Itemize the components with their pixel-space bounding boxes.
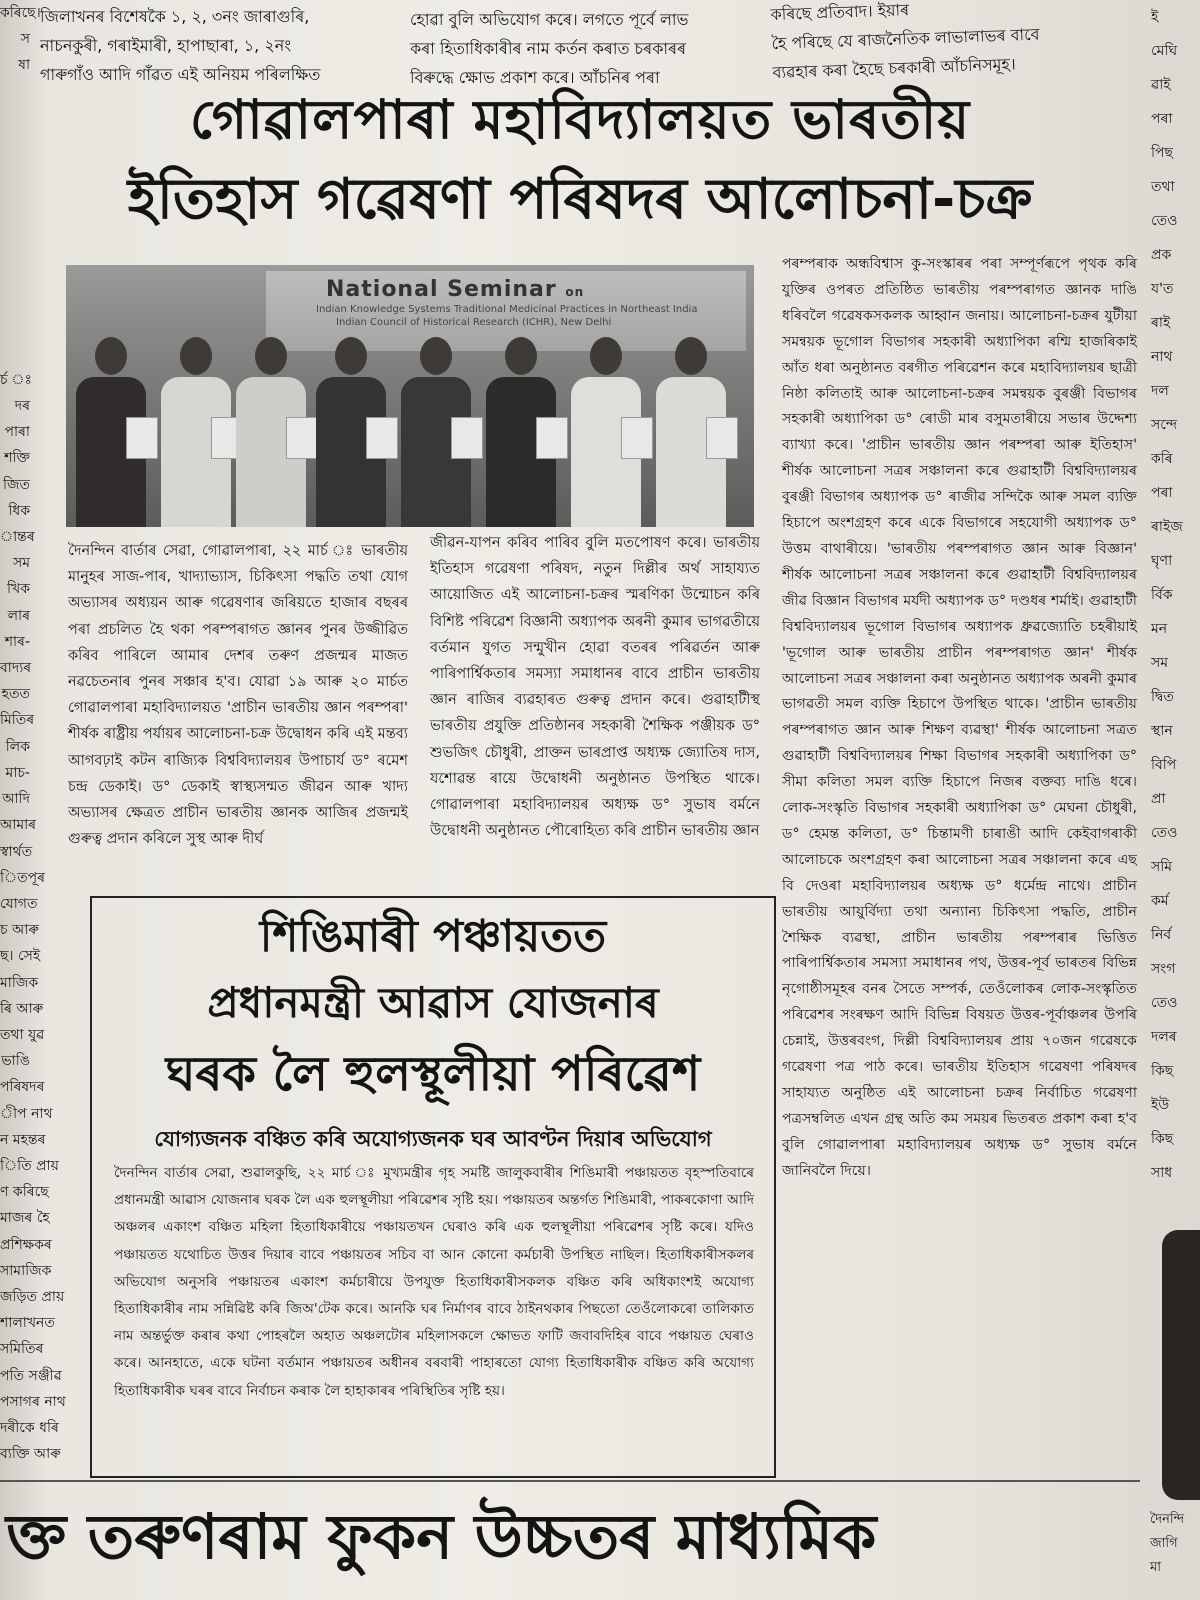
right-cutoff-bottom bbox=[1150, 1508, 1200, 1580]
cutoff-text-line: ধিক bbox=[8, 502, 30, 519]
cutoff-text-line: কৰ্ম bbox=[1151, 893, 1169, 909]
text-line: জিলাখনৰ বিশেষকৈ ১, ২, ৩নং জাৰাগুৰি, bbox=[40, 7, 310, 26]
boxed-article bbox=[90, 896, 776, 1478]
cutoff-text-line: তেও bbox=[1151, 213, 1178, 229]
cutoff-text-line: হতত bbox=[1, 686, 30, 703]
cutoff-text-line: কিছ bbox=[1151, 1063, 1174, 1079]
cutoff-text-line: পিছ bbox=[1151, 145, 1173, 161]
cutoff-text-line: ভাঙি bbox=[1, 1053, 30, 1070]
cutoff-text-line: তেও bbox=[1151, 995, 1178, 1011]
cutoff-text-line: চ আৰু bbox=[0, 922, 39, 939]
cutoff-text-line: মা bbox=[1150, 1560, 1161, 1575]
cutoff-text-line: পৰা bbox=[1151, 111, 1173, 127]
cutoff-text-line: পসাগৰ নাথ bbox=[0, 1393, 66, 1410]
cutoff-text-line: সমি bbox=[1151, 859, 1173, 875]
cutoff-text-line: লাৰ bbox=[7, 607, 30, 624]
cutoff-text-line: শক্তি bbox=[4, 450, 30, 467]
photo-person bbox=[161, 337, 231, 527]
cutoff-text-line: বিপি bbox=[1151, 757, 1177, 773]
bottom-headline: ক্ত তৰুণৰাম ফুকন উচ্চতৰ মাধ্যমিক bbox=[6, 1500, 877, 1573]
cutoff-text-line: মেঘি bbox=[1151, 43, 1178, 59]
cutoff-text-line: নিৰ্ব bbox=[1151, 927, 1172, 943]
cutoff-text-line: শাৰ- bbox=[4, 633, 30, 650]
cutoff-text-line: ঘৃণা bbox=[1151, 553, 1173, 569]
cutoff-text-line: স্থান bbox=[1151, 723, 1173, 739]
cutoff-text-line bbox=[0, 183, 30, 209]
text-line: বিৰুদ্ধে ক্ষোভ প্ৰকাশ কৰে। আঁচনিৰ পৰা bbox=[410, 68, 660, 87]
paragraph: পৰম্পৰাক অন্ধবিশ্বাস কু-সংস্কাৰৰ পৰা সম্পূৰ্ণৰূপে পৃথক কৰি যুক্তিৰ ওপৰত প্ৰতিষ্ঠিত ভাৰতীয় পৰম্পৰাগত জ্ঞানক দাঙি ধৰিবলৈ গৱেষকসকলক আহ্বান জনায়। আলোচনা-চক্ৰৰ যুটীয়া সমন্বয়ক ভূগোল বিভাগৰ সহকাৰী অধ্যাপিকা ৰশ্মি হাজৰিকাই আঁত ধৰা অনুষ্ঠানত বৰগীত পৰিৱেশন কৰে মহাবিদ্যালয়ৰ ছাত্ৰী নিষ্ঠা কলিতাই আৰু আলোচনা-চক্ৰৰ সমন্বয়ক বুৰঞ্জী বিভাগৰ সহকাৰী অধ্যাপিকা ড° ৰোডী মাৰ বসুমতাৰীয়ে সভাৰ উদ্দেশ্য ব্যাখ্যা কৰে। 'প্ৰাচীন ভাৰতীয় জ্ঞান পৰম্পৰা আৰু ইতিহাস' শীৰ্ষক আলোচনা সত্ৰৰ সঞ্চালনা কৰে গুৱাহাটী বিশ্ববিদ্যালয়ৰ বুৰঞ্জী বিভাগৰ অধ্যাপক ড° ৰাজীৱ সন্দিকৈ আৰু সমল ব্যক্তি হিচাপে অংশগ্ৰহণ কৰে একে বিভাগৰে সহযোগী অধ্যাপক ড° উত্তম বাথাৰীয়ে। 'ভাৰতীয় পৰম্পৰাগত জ্ঞান আৰু বিজ্ঞান' শীৰ্ষক আলোচনা সত্ৰৰ সঞ্চালনা কৰে গুৱাহাটী বিশ্ববিদ্যালয়ৰ জীৱ বিজ্ঞান বিভাগৰ মৰ্যদী অধ্যাপক ড° দণ্ডধৰ শৰ্মাই। গুৱাহাটী বিশ্ববিদ্যালয়ৰ ভূগোল বিভাগৰ অধ্যাপক ধ্ৰুৱজ্যোতি চহৰীয়াই 'ভূগোল আৰু ভাৰতীয় প্ৰাচীন পৰম্পৰাগত জ্ঞান' শীৰ্ষক আলোচনা সত্ৰৰ সঞ্চালনা কৰা অনুষ্ঠানত অধ্যাপক অৰনী কুমাৰ ভাগৱতী সমল ব্যক্তি হিচাপে উপস্থিত থাকে। 'প্ৰাচীন ভাৰতীয় পৰম্পৰাগত জ্ঞান আৰু শিক্ষণ ব্যৱস্থা' শীৰ্ষক আলোচনা সত্ৰত গুৱাহাটী বিশ্ববিদ্যালয়ৰ শিক্ষা বিভাগৰ সহকাৰী অধ্যাপিকা ড° সীমা কলিতা সমল ব্যক্তি হিচাপে নিজৰ বক্তব্য দাঙি ধৰে। লোক-সংস্কৃতি বিভাগৰ সহকাৰী অধ্যাপিকা ড° মেঘনা চৌধুৰী, ড° হেমন্ত কলিতা, ড° চিন্তামণী চাৰাঙী আদি কেইবাগৰাকী আলোচকে অংশগ্ৰহণ কৰা আলোচনা সত্ৰৰ সঞ্চালনা কৰে এছ বি দেওৰা মহাবিদ্যালয়ৰ অধ্যক্ষ ড° ধৰ্মেন্দ্ৰ নাথে। প্ৰাচীন ভাৰতীয় আয়ুৰ্বিদ্যা তথা অন্যান্য চিকিৎসা পদ্ধতি, প্ৰাচীন শৈক্ষিক ব্যৱস্থা, প্ৰাচীন ভাৰতীয় পৰম্পৰাৰ ভিত্তিত পাৰিপাৰ্শ্বিকতাৰ সমস্যা সমাধানৰ পথ, উত্তৰ-পূৰ্ব ভাৰতৰ বিভিন্ন নৃগোষ্ঠীসমূহৰ বনৰ সৈতে সম্পৰ্ক, তেওঁলোকৰ লোক-সংস্কৃতিত পৰিৱেশৰ সংৰক্ষণ আদি বিভিন্ন বিষয়ত উত্তৰ-পূৰ্বাঞ্চলৰ উপৰি চেন্নাই, উত্তৰবংগ, দিল্লী বিশ্ববিদ্যালয়ৰ প্ৰায় ৭০জন গৱেষকে গৱেষণা পত্ৰ পাঠ কৰে। ভাৰতীয় ইতিহাস গৱেষণা পৰিষদৰ সাহায্যত অনুষ্ঠিত এই আলোচনা চক্ৰৰ নিৰ্বাচিত গৱেষণা পত্ৰসম্বলিত এখন গ্ৰন্থ অতি কম সময়ৰ ভিতৰত প্ৰকাশ কৰা হ'ব বুলি গোৱালপাৰা মহাবিদ্যালয়ৰ অধ্যক্ষ ড° সুভাষ বৰ্মনে জানিবলৈ দিয়ে। bbox=[782, 256, 1137, 1179]
main-headline-line1: গোৱালপাৰা মহাবিদ্যালয়ত ভাৰতীয় bbox=[189, 88, 971, 151]
cutoff-text-line: সংগ bbox=[1151, 961, 1176, 977]
cutoff-text-line bbox=[0, 341, 30, 367]
photo-person bbox=[656, 337, 726, 527]
paragraph: জীৱন-যাপন কৰিব পাৰিব বুলি মতপোষণ কৰে। ভাৰতীয় ইতিহাস গৱেষণা পৰিষদ, নতুন দিল্লীৰ অৰ্থ সাহায্যত আয়োজিত এই আলোচনা-চক্ৰৰ স্মৰণিকা উন্মোচন কৰি বিশিষ্ট পৰিৱেশ বিজ্ঞানী অধ্যাপক অৰনী কুমাৰ ভাগৱতীয়ে বৰ্তমান যুগত সন্মুখীন হোৱা বতৰৰ পৰিৱৰ্তন আৰু পাৰিপাৰ্শ্বিকতাৰ সমস্যা সমাধানৰ বাবে প্ৰাচীন ভাৰতীয় জ্ঞান ৰাজিৰ ব্যৱহাৰত গুৰুত্ব প্ৰদান কৰে। গুৱাহাটীস্থ ভাৰতীয় প্ৰযুক্তি প্ৰতিষ্ঠানৰ সহকাৰী শৈক্ষিক পঞ্জীয়ক ড° শুভজিৎ চৌধুৰী, প্ৰাক্তন ভাৰপ্ৰাপ্ত অধ্যক্ষ জ্যোতিষ দাস, যশোৱন্ত ৰায়ে উদ্বোধনী অনুষ্ঠানত উপস্থিত থাকে। গোৱালপাৰা মহাবিদ্যালয়ৰ অধ্যক্ষ ড° সুভাষ বৰ্মনে উদ্বোধনী অনুষ্ঠানত পৌৰোহিত্য কৰি প্ৰাচীন ভাৰতীয় জ্ঞান bbox=[430, 535, 760, 840]
cutoff-text-line: স bbox=[20, 31, 30, 48]
cutoff-text-line bbox=[0, 105, 30, 131]
cutoff-text-line: লিক bbox=[5, 738, 30, 755]
cutoff-text-line: ৰ্বিক bbox=[1151, 587, 1173, 603]
cutoff-text-line: ষা bbox=[18, 57, 30, 74]
banner-on: on bbox=[565, 285, 585, 299]
text-line: গাৰুগাঁও আদি গাঁৱত এই অনিয়ম পৰিলক্ষিত bbox=[40, 65, 321, 84]
cutoff-text-line: ৰাইজ bbox=[1151, 519, 1183, 535]
cutoff-text-line: শালাখনত bbox=[0, 1315, 55, 1332]
cutoff-text-line: প্ৰশিক্ষকৰ bbox=[0, 1236, 52, 1253]
banner-title: National Seminar bbox=[326, 277, 557, 302]
cutoff-text-line: ণ কৰিছে bbox=[0, 1184, 49, 1201]
text-line: কৰিছে প্ৰতিবাদ। ইয়াৰ bbox=[770, 0, 910, 24]
cutoff-text-line bbox=[0, 79, 30, 105]
seminar-photo bbox=[66, 265, 754, 527]
cutoff-text-line: মিতিৰ bbox=[0, 712, 35, 729]
cutoff-text-line bbox=[0, 210, 30, 236]
cutoff-text-line: সমিতিৰ bbox=[0, 1341, 44, 1358]
cutoff-text-line: য'ত bbox=[1151, 281, 1174, 297]
cutoff-text-line: খিক bbox=[7, 581, 30, 598]
top-left-article-tail bbox=[40, 2, 395, 89]
photo-person bbox=[236, 337, 306, 527]
divider bbox=[0, 1480, 1140, 1482]
cutoff-text-line: ৰি আৰু bbox=[0, 1000, 44, 1017]
cutoff-text-line: দৰীকে ধৰি bbox=[0, 1419, 59, 1436]
cutoff-text-line: র্চ ঃ bbox=[0, 371, 33, 388]
text-line: হৈ পৰিছে যে ৰাজনৈতিক লাভালাভৰ বাবে bbox=[771, 24, 1040, 53]
boxed-headline-line3: ঘৰক লৈ হুলস্থূলীয়া পৰিৱেশ bbox=[165, 1046, 701, 1102]
left-cutoff-column bbox=[0, 0, 66, 1480]
main-article-col1 bbox=[68, 538, 408, 852]
cutoff-text-line: কিছ bbox=[1151, 1131, 1174, 1147]
cutoff-text-line: নাথ bbox=[1151, 349, 1173, 365]
text-line: কৰা হিতাধিকাৰীৰ নাম কৰ্তন কৰাত চৰকাৰৰ bbox=[410, 39, 687, 58]
cutoff-text-line: প্ৰক bbox=[1151, 247, 1172, 263]
cutoff-text-line: ীপ নাথ bbox=[0, 1105, 53, 1122]
cutoff-text-line: দৈনন্দি bbox=[1150, 1512, 1184, 1527]
cutoff-text-line: কৰিছে। bbox=[0, 5, 41, 21]
cutoff-text-line: সম bbox=[1151, 655, 1169, 671]
cutoff-text-line: দল bbox=[1151, 383, 1169, 399]
text-line: ব্যৱহাৰ কৰা হৈছে চৰকাৰী আঁচনিসমূহ। bbox=[772, 54, 1016, 82]
top-middle-article-tail bbox=[410, 0, 750, 92]
cutoff-text-line: সাধ bbox=[1151, 1165, 1173, 1181]
cutoff-text-line: ইউ bbox=[1151, 1097, 1170, 1113]
main-article-col3 bbox=[782, 252, 1137, 1185]
cutoff-text-line: দৰ bbox=[14, 398, 30, 415]
cutoff-text-line: পৰা bbox=[1151, 485, 1173, 501]
cutoff-text-line: ৰাই bbox=[1151, 315, 1171, 331]
cutoff-text-line bbox=[0, 288, 30, 314]
cutoff-text-line: ই bbox=[1151, 9, 1159, 25]
cutoff-text-line: আদি bbox=[2, 791, 30, 808]
cutoff-text-line bbox=[0, 262, 30, 288]
cutoff-text-line: মন bbox=[1151, 621, 1168, 637]
cutoff-text-line: মাচ- bbox=[5, 764, 30, 781]
boxed-headline-line1: শিঙিমাৰী পঞ্চায়তত bbox=[259, 911, 607, 962]
cutoff-text-line: মাজৰ হৈ bbox=[0, 1210, 50, 1227]
cutoff-text-line: যোগত bbox=[0, 895, 38, 912]
boxed-headline-line2: প্ৰধানমন্ত্ৰী আৱাস যোজনাৰ bbox=[207, 978, 659, 1027]
boxed-subheadline: যোগ্যজনক বঞ্চিত কৰি অযোগ্যজনক ঘৰ আবণ্টন দিয়াৰ অভিযোগ bbox=[154, 1127, 712, 1151]
cutoff-text-line: দ্বিত bbox=[1151, 689, 1174, 705]
cutoff-text-line: আমাৰ bbox=[0, 817, 37, 834]
boxed-article-body: দৈনন্দিন বাৰ্তাৰ সেৱা, শুৱালকুছি, ২২ মাৰ্চ ঃ মুখ্যমন্ত্ৰীৰ গৃহ সমষ্টি জালুকবাৰীৰ শিঙিমাৰী পঞ্চায়তত বৃহস্পতিবাৰে প্ৰধানমন্ত্ৰী আৱাস যোজনাৰ ঘৰক লৈ এক হুলস্থূলীয়া পৰিৱেশৰ সৃষ্টি হয়। পঞ্চায়তৰ অন্তৰ্গত শিঙিমাৰী, পাকৰকোণা আদি অঞ্চলৰ একাংশ বঞ্চিত মহিলা হিতাধিকাৰীয়ে পঞ্চায়তখন ঘেৰাও কৰি এক হুলস্থূলীয়া পৰিৱেশৰ সৃষ্টি কৰে। যদিও পঞ্চায়তত যথোচিত উত্তৰ দিয়াৰ বাবে পঞ্চায়তৰ সচিব বা আন কোনো কৰ্মচাৰী উপস্থিত নাছিল। হিতাধিকাৰীসকলৰ অভিযোগ অনুসৰি পঞ্চায়তৰ একাংশ কৰ্মচাৰীয়ে উপযুক্ত হিতাধিকাৰীসকলক বঞ্চিত কৰি অধিকাংশই অযোগ্য হিতাধিকাৰীৰ নাম সন্নিৱিষ্ট কৰি জিঅ'টেক কৰে। আনকি ঘৰ নিৰ্মাণৰ বাবে ঠাইনথকাৰ পিছতো তেওঁলোকৰো তালিকাত নাম অন্তৰ্ভুক্ত কৰাৰ কথা পোহৰলৈ অহাত অঞ্চলটোৰ মহিলাসকলে ক্ষোভত ফাটি জবাবদিহিৰ বাবে পঞ্চায়ত ঘেৰাও কৰে। আনহাতে, একে ঘটনা বৰ্তমান পঞ্চায়তৰ অধীনৰ বৰবাৰী পাহাৰতো যোগ্য হিতাধিকাৰীক বঞ্চিত কৰি অযোগ্য হিতাধিকাৰীক ঘৰৰ বাবে নিৰ্বাচন কৰাক লৈ হাহাকাৰৰ পৰিস্থিতিৰ সৃষ্টি হয়। bbox=[114, 1165, 754, 1399]
cutoff-text-line: িতপূৰ bbox=[0, 869, 46, 886]
cutoff-text-line: কৰি bbox=[1151, 451, 1173, 467]
cutoff-text-line: ন মহন্তৰ bbox=[0, 1131, 46, 1148]
cutoff-text-line: তথা যুৱ bbox=[0, 1026, 45, 1043]
cutoff-text-line: মাজিক bbox=[0, 974, 39, 991]
cutoff-text-line: সন্দে bbox=[1151, 417, 1178, 433]
cutoff-text-line: জড়িত প্ৰায় bbox=[0, 1288, 65, 1305]
cutoff-text-line: পৰিষদৰ bbox=[0, 1079, 45, 1096]
photo-person bbox=[486, 337, 556, 527]
cutoff-text-line: ান্তৰ bbox=[0, 529, 35, 546]
photo-person bbox=[571, 337, 641, 527]
cutoff-text-line: জাগি bbox=[1150, 1536, 1178, 1551]
main-headline-line2: ইতিহাস গৱেষণা পৰিষদৰ আলোচনা-চক্ৰ bbox=[127, 167, 1033, 232]
photo-person bbox=[76, 337, 146, 527]
cutoff-text-line: প্ৰা bbox=[1151, 791, 1166, 807]
text-line: নাচনকুৰী, গৰাইমাৰী, হাপাছাৰা, ১, ২নং bbox=[40, 36, 292, 55]
photo-person bbox=[401, 337, 471, 527]
cutoff-text-line: ৱাই bbox=[1151, 77, 1171, 93]
cutoff-text-line: তথা bbox=[1151, 179, 1175, 195]
cutoff-text-line bbox=[0, 157, 30, 183]
cutoff-text-line: দলৰ bbox=[1151, 1029, 1177, 1045]
text-line: হোৱা বুলি অভিযোগ কৰে। লগতে পূৰ্বে লাভ bbox=[410, 10, 689, 29]
cutoff-text-line: সামাজিক bbox=[0, 1262, 52, 1279]
cutoff-text-line: িতি প্ৰায় bbox=[0, 1157, 59, 1174]
cutoff-text-line: বাদ্যৰ bbox=[0, 660, 32, 677]
cutoff-text-line: ব্যক্তি আৰু bbox=[0, 1446, 61, 1463]
banner-subtitle: Indian Knowledge Systems Traditional Medicinal Practices in Northeast India bbox=[316, 304, 698, 315]
cutoff-text-line: পতি সঞ্জীৱ bbox=[0, 1367, 62, 1384]
right-cutoff-photo bbox=[1162, 1230, 1200, 1500]
cutoff-text-line bbox=[0, 131, 30, 157]
top-right-article-tail bbox=[770, 0, 1133, 87]
banner-organizer: Indian Council of Historical Research (ICHR), New Delhi bbox=[336, 317, 612, 328]
cutoff-text-line: ছ। সেই bbox=[0, 948, 41, 965]
cutoff-text-line bbox=[0, 314, 30, 340]
cutoff-text-line bbox=[0, 236, 30, 262]
cutoff-text-line: পাৰা bbox=[4, 424, 30, 441]
paragraph: দৈনন্দিন বাৰ্তাৰ সেৱা, গোৱালপাৰা, ২২ মাৰ্চ ঃ ভাৰতীয় মানুহৰ সাজ-পাৰ, খাদ্যাভ্যাস, চিকিৎসা পদ্ধতি তথা যোগ অভ্যাসৰ অধ্যয়ন আৰু গৱেষণাৰ জৰিয়তে হাজাৰ বছৰৰ পৰা প্ৰচলিত হৈ থকা পৰম্পৰাগত জ্ঞানৰ পুনৰ উজ্জীৱিত কৰিব পাৰিলে আমাৰ দেশৰ তৰুণ প্ৰজন্মৰ মাজত নৱচেতনাৰ পুনৰ সঞ্চাৰ হ'ব। যোৱা ১৯ আৰু ২০ মাৰ্চত গোৱালপাৰা মহাবিদ্যালয়ত 'প্ৰাচীন ভাৰতীয় জ্ঞান পৰম্পৰা' শীৰ্ষক ৰাষ্ট্ৰীয় পৰ্যায়ৰ আলোচনা-চক্ৰ উদ্বোধন কৰি এই মন্তব্য আগবঢ়াই কটন ৰাজ্যিক বিশ্ববিদ্যালয়ৰ উপাচাৰ্য ড° ৰমেশ চন্দ্ৰ ডেকাই। ড° ডেকাই স্বাস্থ্যসন্মত জীৱন আৰু খাদ্য অভ্যাসৰ ক্ষেত্ৰত প্ৰাচীন ভাৰতীয় জ্ঞানক আজিৰ প্ৰজন্মই গুৰুত্ব প্ৰদান কৰিলে সুস্থ আৰু দীৰ্ঘ bbox=[68, 543, 408, 848]
main-article-col2 bbox=[430, 530, 760, 844]
cutoff-text-line: তেও bbox=[1151, 825, 1178, 841]
cutoff-text-line: স্বাৰ্থত bbox=[0, 843, 33, 860]
photo-person bbox=[316, 337, 386, 527]
cutoff-text-line: সম bbox=[12, 555, 30, 572]
cutoff-text-line: জিত bbox=[2, 476, 30, 493]
